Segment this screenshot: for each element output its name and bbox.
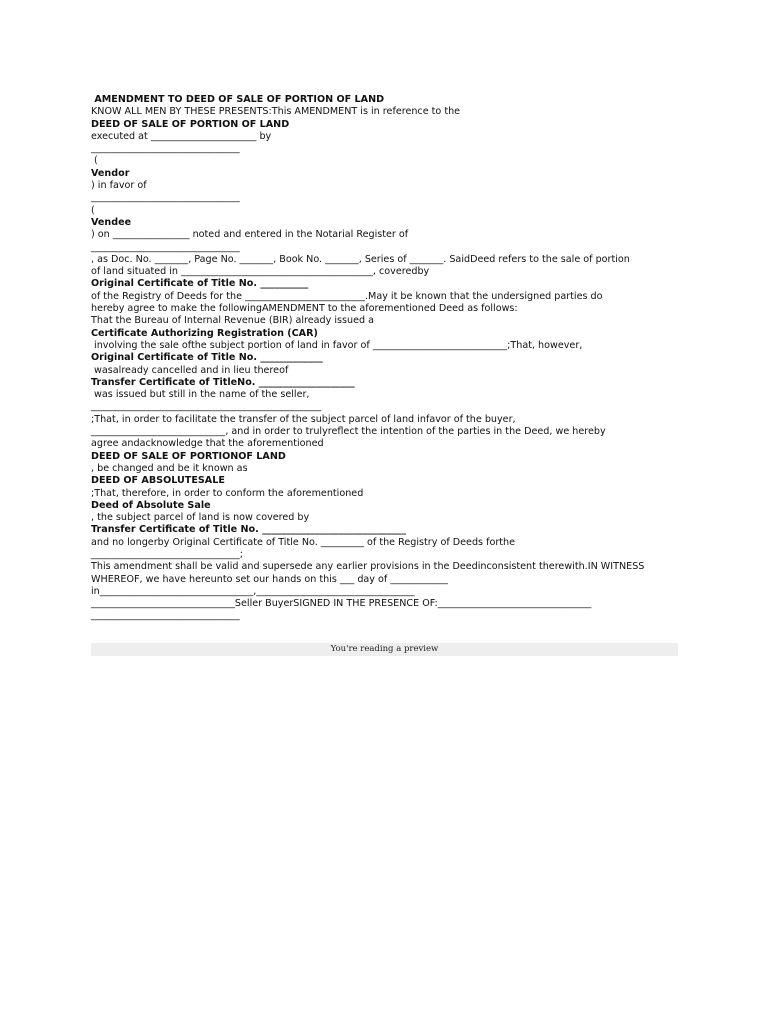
document-line: ( [91, 204, 95, 216]
document-line: involving the sale ofthe subject portion of land in favor of ____________________________;That, however, [91, 339, 583, 351]
document-line: ______________________________Seller BuyerSIGNED IN THE PRESENCE OF:________________________________ [91, 598, 592, 610]
document-line: , the subject parcel of land is now covered by [91, 512, 310, 524]
document-line: agree andacknowledge that the aforementioned [91, 438, 324, 450]
document-line: WHEREOF, we have hereunto set our hands on this ___ day of ____________ [91, 573, 448, 585]
document-line: Transfer Certificate of TitleNo. ____________________ [91, 376, 355, 388]
document-line: executed at ______________________ by [91, 130, 272, 142]
document-line: ) in favor of [91, 180, 147, 192]
document-line: Transfer Certificate of Title No. ______________________________ [91, 524, 407, 536]
document-line: That the Bureau of Internal Revenue (BIR) already issued a [91, 315, 375, 327]
document-line: This amendment shall be valid and supersede any earlier provisions in the Deedinconsistent therewith.IN WITNESS [91, 561, 645, 573]
document-line: DEED OF ABSOLUTESALE [91, 475, 225, 487]
document-line: Certificate Authorizing Registration (CAR) [91, 327, 318, 339]
document-line: of the Registry of Deeds for the _________________________.May it be known that the undersigned parties do [91, 290, 603, 302]
document-line: _______________________________ [91, 192, 240, 204]
document-body [91, 94, 681, 623]
document-line: Original Certificate of Title No. __________ [91, 278, 309, 290]
document-line: in________________________________,_________________________________ [91, 585, 415, 597]
document-line: , as Doc. No. _______, Page No. _______, Book No. _______, Series of _______. SaidDeed refers to the sale of portion [91, 253, 630, 265]
document-line: KNOW ALL MEN BY THESE PRESENTS:This AMENDMENT is in reference to the [91, 106, 461, 118]
document-line: ;That, in order to facilitate the transfer of the subject parcel of land infavor of the buyer, [91, 413, 516, 425]
document-line: ________________________________________________ [91, 401, 322, 413]
document-line: _______________________________ [91, 241, 240, 253]
document-line: of land situated in ________________________________________, coveredby [91, 266, 430, 278]
document-line: and no longerby Original Certificate of Title No. _________ of the Registry of Deeds forthe [91, 536, 516, 548]
document-line: Original Certificate of Title No. _____________ [91, 352, 323, 364]
document-line: ) on ________________ noted and entered in the Notarial Register of [91, 229, 409, 241]
document-line: hereby agree to make the followingAMENDMENT to the aforementioned Deed as follows: [91, 303, 518, 315]
document-line: wasalready cancelled and in lieu thereof [91, 364, 289, 376]
document-line: AMENDMENT TO DEED OF SALE OF PORTION OF LAND [91, 94, 385, 105]
document-line: _______________________________ [91, 143, 240, 155]
document-line: ____________________________, and in order to trulyreflect the intention of the parties in the Deed, we hereby [91, 426, 606, 438]
document-line: _______________________________ [91, 610, 240, 622]
document-line: was issued but still in the name of the seller, [91, 389, 310, 401]
document-line: Vendor [91, 167, 130, 179]
document-line: ;That, therefore, in order to conform the aforementioned [91, 487, 364, 499]
document-line: _______________________________; [91, 548, 243, 560]
document-line: Deed of Absolute Sale [91, 499, 211, 511]
document-line: , be changed and be it known as [91, 462, 248, 474]
document-line: Vendee [91, 216, 132, 228]
document-line: DEED OF SALE OF PORTIONOF LAND [91, 450, 286, 462]
document-line: DEED OF SALE OF PORTION OF LAND [91, 118, 290, 130]
preview-banner [91, 643, 678, 656]
preview-banner-text: You're reading a preview [330, 644, 439, 654]
document-line: ( [91, 155, 98, 167]
